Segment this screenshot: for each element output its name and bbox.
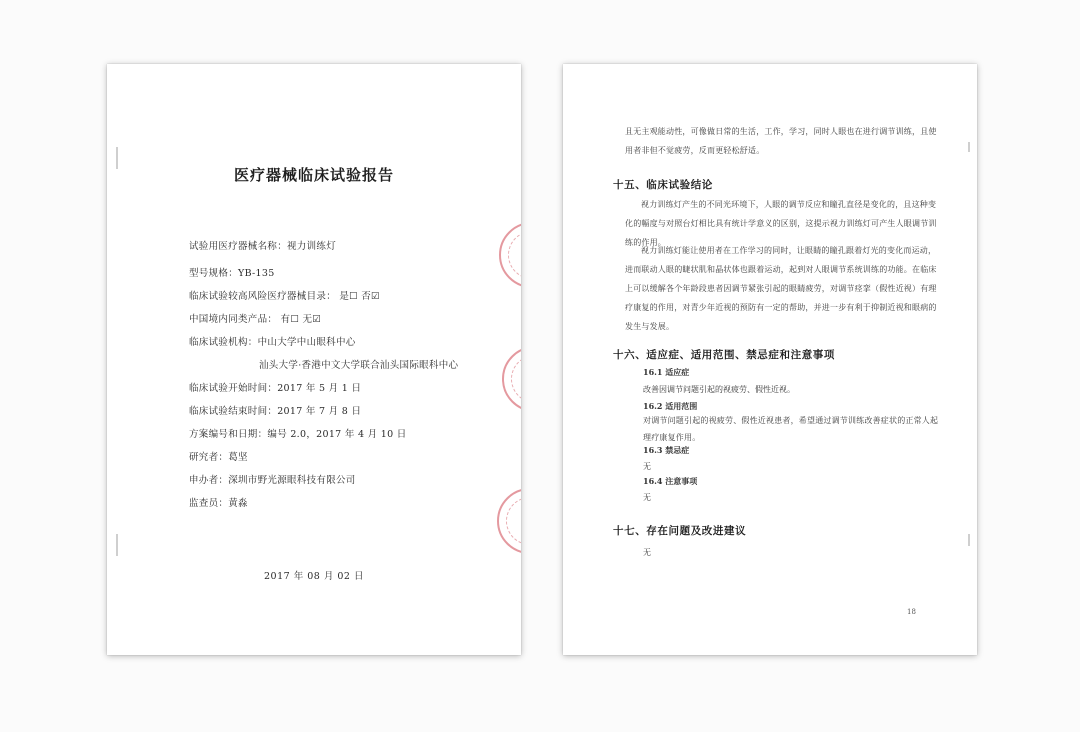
- section-16-heading: 十六、适应症、适用范围、禁忌症和注意事项: [613, 349, 835, 361]
- section-17-heading: 十七、存在问题及改进建议: [613, 525, 747, 537]
- domestic-similar-product-field: 中国境内同类产品： 有☐ 无☑: [189, 314, 322, 325]
- protocol-number-field: 方案编号和日期：编号 2.0，2017 年 4 月 10 日: [189, 429, 407, 440]
- section-15-paragraph-2: 视力训练灯能让使用者在工作学习的同时，让眼睛的瞳孔跟着灯光的变化而运动，进而联动人眼的睫状肌和晶状体也跟着运动，起到对人眼调节系统训练的功能。在临床上可以缓解各个年龄段患者因调节紧张引起的眼睛疲劳，对调节痉挛（假性近视）有理疗康复的作用，对青少年近视的预防有一定的帮助，并进一步有利于抑制近视和眼病的发生与发展。: [625, 246, 937, 331]
- punch-hole-mark: [968, 142, 970, 152]
- red-seal-stamp: [497, 488, 521, 554]
- red-seal-stamp: [499, 222, 521, 288]
- report-cover-page: [107, 64, 521, 655]
- section-17-text: 无: [643, 548, 651, 557]
- scope-text: 对调节问题引起的视疲劳、假性近视患者，希望通过调节训练改善症状的正常人起理疗康复作用。: [643, 416, 939, 442]
- section-15-heading: 十五、临床试验结论: [613, 179, 713, 191]
- page-number: 18: [907, 608, 916, 616]
- report-date: 2017 年 08 月 02 日: [264, 571, 364, 582]
- intro-paragraph: 且无主观能动性，可像做日常的生活，工作，学习，同时人眼也在进行调节训练，且使用者非但不觉疲劳，反而更轻松舒适。: [625, 127, 937, 155]
- report-title: 医疗器械临床试验报告: [233, 166, 394, 184]
- model-spec-field: 型号规格：YB-135: [189, 268, 275, 279]
- precautions-text: 无: [643, 493, 651, 502]
- device-name-field: 试验用医疗器械名称：视力训练灯: [189, 241, 337, 252]
- contraindications-text: 无: [643, 462, 651, 471]
- trial-start-date-field: 临床试验开始时间：2017 年 5 月 1 日: [189, 383, 362, 394]
- trial-institution-secondary: 汕头大学·香港中文大学联合汕头国际眼科中心: [259, 360, 459, 371]
- sponsor-field: 申办者：深圳市野光源眼科技有限公司: [189, 475, 356, 486]
- indications-label: 16.1 适应症: [643, 367, 690, 377]
- report-conclusion-page: [563, 64, 977, 655]
- contraindications-label: 16.3 禁忌症: [643, 445, 690, 455]
- punch-hole-mark: [968, 534, 970, 546]
- red-seal-stamp: [502, 346, 521, 412]
- punch-hole-mark: [116, 147, 118, 169]
- punch-hole-mark: [116, 534, 118, 556]
- scope-label: 16.2 适用范围: [643, 401, 698, 411]
- monitor-field: 监查员：黄淼: [189, 498, 248, 509]
- investigator-field: 研究者：葛坚: [189, 452, 248, 463]
- section-15-paragraph-1: 视力训练灯产生的不同光环境下，人眼的调节反应和瞳孔直径是变化的，且这种变化的幅度与对照台灯相比具有统计学意义的区别，这提示视力训练灯可产生人眼调节训练的作用。: [625, 200, 937, 247]
- indications-text: 改善因调节问题引起的视疲劳、假性近视。: [643, 385, 795, 394]
- precautions-label: 16.4 注意事项: [643, 476, 698, 486]
- trial-end-date-field: 临床试验结束时间：2017 年 7 月 8 日: [189, 406, 362, 417]
- high-risk-catalog-field: 临床试验较高风险医疗器械目录： 是☐ 否☑: [189, 291, 380, 302]
- trial-institution-field: 临床试验机构：中山大学中山眼科中心: [189, 337, 356, 348]
